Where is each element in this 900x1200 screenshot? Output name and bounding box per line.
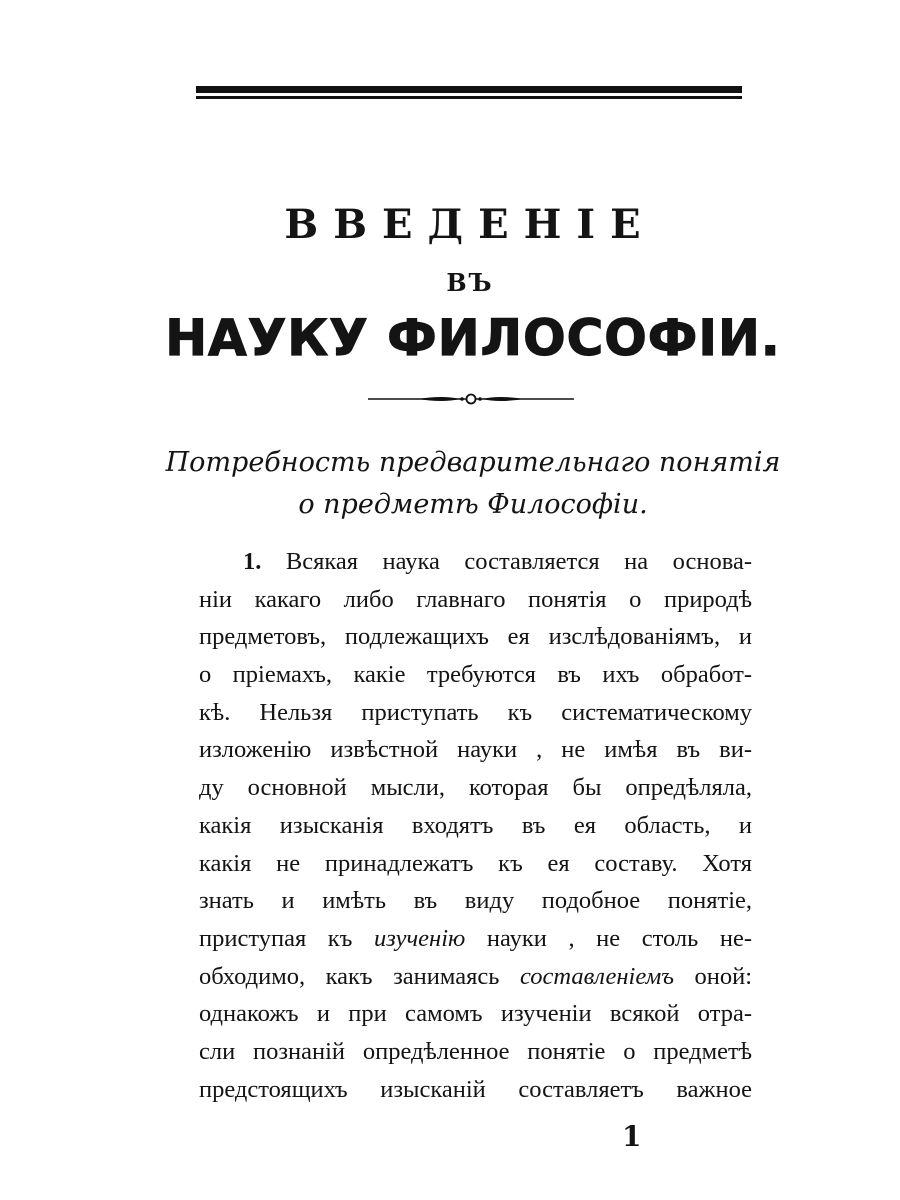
- text-line: какія не принадлежатъ къ ея составу. Хотя: [199, 849, 752, 877]
- text-line: ду основной мысли, которая бы опредѣляла,: [199, 774, 752, 802]
- italic-term: изученію: [373, 924, 466, 952]
- page-number: 1: [622, 1120, 642, 1153]
- text-line: какія изысканія входятъ въ ея область, и: [199, 811, 752, 839]
- ornament-divider-icon: [368, 390, 574, 408]
- italic-term: составленіемъ: [519, 962, 674, 990]
- text-line: ніи какаго либо главнаго понятія о природѣ: [199, 585, 752, 613]
- paragraph-body: [199, 543, 752, 1108]
- text-segment: приступая къ: [199, 924, 353, 952]
- text-line: кѣ. Нельзя приступать къ систематическому: [199, 698, 752, 726]
- text-line: [199, 920, 752, 958]
- text-line-content: Всякая наука составляется на основа-: [285, 548, 753, 575]
- top-double-rule: [196, 86, 742, 102]
- text-line: предстоящихъ изысканій составляетъ важное: [199, 1075, 752, 1103]
- paragraph-number: 1.: [243, 548, 262, 575]
- title-line-2: ВЪ: [446, 268, 494, 297]
- text-line: знать и имѣть въ виду подобное понятіе,: [199, 887, 752, 915]
- text-segment: обходимо, какъ занимаясь: [199, 962, 500, 990]
- title-line-3: НАУКУ ФИЛОСОФІИ.: [165, 309, 781, 367]
- text-segment: науки , не столь не-: [486, 924, 753, 952]
- text-line: предметовъ, подлежащихъ ея изслѣдованіямъ, и: [199, 623, 752, 651]
- section-subtitle: [0, 442, 900, 526]
- subtitle-line-2: о предметѣ Философіи.: [298, 489, 648, 520]
- text-line: [199, 958, 752, 996]
- rule-thick: [196, 86, 742, 93]
- text-line: изложенію извѣстной науки , не имѣя въ ви-: [199, 736, 752, 764]
- subtitle-line-1: Потребность предварительнаго понятія: [165, 447, 781, 478]
- text-segment: оной:: [694, 962, 752, 990]
- title-line-1: ВВЕДЕНІЕ: [284, 201, 656, 248]
- text-line: о пріемахъ, какіе требуются въ ихъ обработ-: [199, 661, 752, 689]
- text-line: сли познаній опредѣленное понятіе о предметѣ: [199, 1037, 752, 1065]
- text-line: [199, 543, 752, 581]
- text-line: однакожъ и при самомъ изученіи всякой отра-: [199, 1000, 752, 1028]
- rule-thin: [196, 96, 742, 99]
